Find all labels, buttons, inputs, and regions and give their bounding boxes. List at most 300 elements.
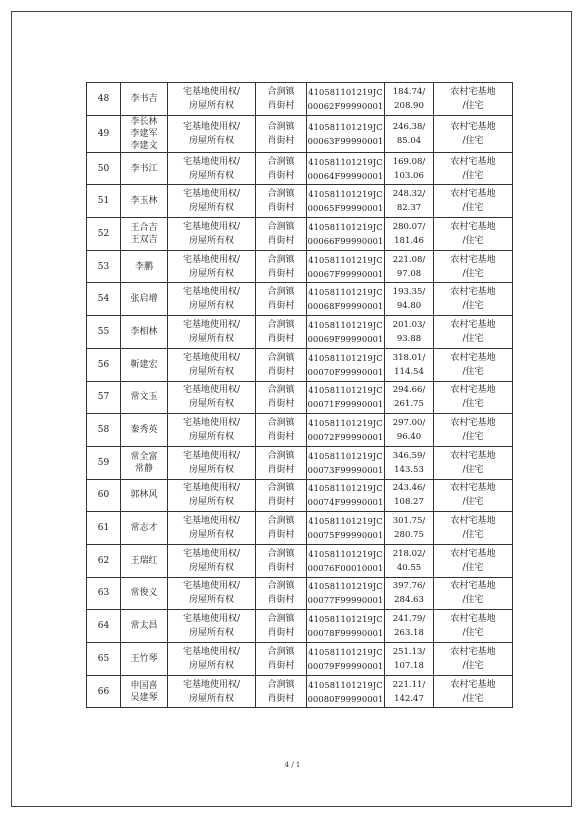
row-number-cell: 61 — [87, 512, 121, 545]
area-line: 169.08/ — [392, 156, 426, 167]
location-cell — [256, 414, 307, 447]
location-line: 合涧镇 — [267, 548, 295, 559]
right-type-line: 宅基地使用权/ — [182, 86, 241, 97]
owner-name-line: 李鹏 — [134, 261, 153, 272]
table-row — [87, 152, 513, 185]
parcel-code-cell — [307, 675, 385, 708]
owner-name-line: 李相林 — [130, 326, 158, 337]
land-use-line: 农村宅基地 — [450, 679, 496, 690]
land-use-line: /住宅 — [462, 135, 484, 146]
land-use-cell — [434, 185, 513, 218]
land-use-line: 农村宅基地 — [450, 254, 496, 265]
right-type-line: 宅基地使用权/ — [182, 450, 241, 461]
right-type-line: 宅基地使用权/ — [182, 581, 241, 592]
parcel-code-line: 410581101219JC — [308, 254, 383, 265]
location-cell — [256, 83, 307, 116]
owner-name-line: 李玉林 — [130, 196, 158, 207]
area-line: 251.13/ — [392, 646, 426, 657]
parcel-code-line: 00065F99990001 — [307, 203, 384, 214]
location-line: 肖街村 — [267, 235, 295, 246]
row-number-cell: 66 — [87, 675, 121, 708]
property-register-table — [86, 82, 513, 708]
parcel-code-line: 410581101219JC — [308, 679, 383, 690]
row-number-cell: 49 — [87, 115, 121, 152]
area-line: 114.54 — [394, 366, 424, 377]
location-cell — [256, 512, 307, 545]
right-type-line: 房屋所有权 — [188, 268, 234, 279]
owner-name-line: 王竹琴 — [130, 653, 158, 664]
right-type-line: 房屋所有权 — [188, 562, 234, 573]
location-cell — [256, 115, 307, 152]
location-cell — [256, 152, 307, 185]
parcel-code-line: 410581101219JC — [308, 548, 383, 559]
owner-name-cell — [121, 675, 168, 708]
right-type-line: 房屋所有权 — [188, 203, 234, 214]
area-line: 243.46/ — [392, 483, 426, 494]
location-line: 肖街村 — [267, 366, 295, 377]
location-line: 合涧镇 — [267, 679, 295, 690]
table-row — [87, 115, 513, 152]
parcel-code-cell — [307, 115, 385, 152]
land-use-line: /住宅 — [462, 399, 484, 410]
parcel-code-line: 410581101219JC — [308, 156, 383, 167]
parcel-code-cell — [307, 83, 385, 116]
owner-name-cell — [121, 115, 168, 152]
parcel-code-line: 410581101219JC — [308, 385, 383, 396]
right-type-cell — [168, 479, 256, 512]
location-cell — [256, 577, 307, 610]
area-cell — [385, 348, 434, 381]
owner-name-line: 王瑞红 — [130, 555, 158, 566]
parcel-code-cell — [307, 152, 385, 185]
area-line: 103.06 — [394, 170, 424, 181]
area-line: 248.32/ — [392, 189, 426, 200]
area-line: 318.01/ — [392, 352, 426, 363]
land-use-cell — [434, 544, 513, 577]
parcel-code-line: 410581101219JC — [308, 86, 383, 97]
right-type-line: 宅基地使用权/ — [182, 614, 241, 625]
owner-name-cell — [121, 152, 168, 185]
right-type-cell — [168, 115, 256, 152]
right-type-line: 宅基地使用权/ — [182, 646, 241, 657]
owner-name-cell — [121, 512, 168, 545]
owner-name-line: 李书吉 — [130, 93, 158, 104]
right-type-cell — [168, 283, 256, 316]
owner-name-cell — [121, 316, 168, 349]
parcel-code-cell — [307, 316, 385, 349]
area-line: 85.04 — [396, 135, 422, 146]
owner-name-line: 王合吉 — [130, 222, 158, 233]
location-line: 肖街村 — [267, 595, 295, 606]
location-line: 肖街村 — [267, 464, 295, 475]
parcel-code-line: 410581101219JC — [308, 221, 383, 232]
right-type-line: 宅基地使用权/ — [182, 548, 241, 559]
land-use-cell — [434, 348, 513, 381]
right-type-cell — [168, 610, 256, 643]
location-line: 肖街村 — [267, 170, 295, 181]
location-cell — [256, 643, 307, 676]
land-use-line: 农村宅基地 — [450, 450, 496, 461]
owner-name-line: 郭林风 — [130, 490, 158, 501]
location-line: 合涧镇 — [267, 121, 295, 132]
area-cell — [385, 152, 434, 185]
table-row — [87, 83, 513, 116]
owner-name-cell — [121, 610, 168, 643]
right-type-cell — [168, 185, 256, 218]
right-type-line: 房屋所有权 — [188, 693, 234, 704]
location-line: 合涧镇 — [267, 287, 295, 298]
parcel-code-line: 410581101219JC — [308, 418, 383, 429]
owner-name-line: 李长林 — [130, 116, 158, 127]
right-type-line: 房屋所有权 — [188, 464, 234, 475]
area-cell — [385, 675, 434, 708]
land-use-cell — [434, 610, 513, 643]
right-type-cell — [168, 414, 256, 447]
right-type-line: 房屋所有权 — [188, 170, 234, 181]
parcel-code-cell — [307, 512, 385, 545]
land-use-line: 农村宅基地 — [450, 352, 496, 363]
parcel-code-line: 00079F99990001 — [307, 660, 384, 671]
right-type-line: 宅基地使用权/ — [182, 319, 241, 330]
right-type-line: 房屋所有权 — [188, 100, 234, 111]
area-line: 201.03/ — [392, 319, 426, 330]
parcel-code-cell — [307, 348, 385, 381]
parcel-code-line: 00074F99990001 — [307, 497, 384, 508]
right-type-cell — [168, 675, 256, 708]
land-use-line: 农村宅基地 — [450, 418, 496, 429]
owner-name-line: 常志才 — [130, 523, 158, 534]
owner-name-line: 李建军 — [130, 128, 158, 139]
area-line: 82.37 — [396, 203, 422, 214]
right-type-line: 宅基地使用权/ — [182, 287, 241, 298]
right-type-line: 宅基地使用权/ — [182, 254, 241, 265]
land-use-cell — [434, 512, 513, 545]
location-cell — [256, 348, 307, 381]
table-row — [87, 381, 513, 414]
area-line: 40.55 — [396, 562, 422, 573]
location-line: 合涧镇 — [267, 385, 295, 396]
row-number-cell: 59 — [87, 446, 121, 479]
parcel-code-cell — [307, 643, 385, 676]
table-row — [87, 283, 513, 316]
parcel-code-line: 00070F99990001 — [307, 366, 384, 377]
right-type-line: 房屋所有权 — [188, 432, 234, 443]
owner-name-cell — [121, 283, 168, 316]
parcel-code-line: 410581101219JC — [308, 483, 383, 494]
area-cell — [385, 185, 434, 218]
location-line: 合涧镇 — [267, 516, 295, 527]
owner-name-cell — [121, 250, 168, 283]
area-cell — [385, 283, 434, 316]
area-line: 301.75/ — [392, 516, 426, 527]
parcel-code-line: 410581101219JC — [308, 189, 383, 200]
table-row — [87, 446, 513, 479]
parcel-code-cell — [307, 544, 385, 577]
page-number: 4 / 1 — [284, 761, 301, 769]
right-type-cell — [168, 218, 256, 251]
area-cell — [385, 381, 434, 414]
land-use-line: 农村宅基地 — [450, 156, 496, 167]
row-number-cell: 56 — [87, 348, 121, 381]
land-use-line: /住宅 — [462, 562, 484, 573]
land-use-line: /住宅 — [462, 628, 484, 639]
right-type-line: 房屋所有权 — [188, 366, 234, 377]
area-line: 218.02/ — [392, 548, 426, 559]
location-line: 肖街村 — [267, 135, 295, 146]
area-cell — [385, 414, 434, 447]
land-use-cell — [434, 83, 513, 116]
parcel-code-line: 00076F00010001 — [307, 562, 384, 573]
area-cell — [385, 577, 434, 610]
location-line: 肖街村 — [267, 693, 295, 704]
location-line: 肖街村 — [267, 530, 295, 541]
row-number-cell: 62 — [87, 544, 121, 577]
parcel-code-line: 410581101219JC — [308, 450, 383, 461]
right-type-line: 房屋所有权 — [188, 530, 234, 541]
location-line: 合涧镇 — [267, 221, 295, 232]
area-cell — [385, 83, 434, 116]
parcel-code-cell — [307, 283, 385, 316]
right-type-line: 宅基地使用权/ — [182, 516, 241, 527]
area-cell — [385, 316, 434, 349]
right-type-cell — [168, 348, 256, 381]
table-row — [87, 348, 513, 381]
owner-name-cell — [121, 577, 168, 610]
area-line: 263.18 — [394, 628, 424, 639]
right-type-cell — [168, 446, 256, 479]
area-cell — [385, 512, 434, 545]
row-number-cell: 53 — [87, 250, 121, 283]
parcel-code-line: 410581101219JC — [308, 581, 383, 592]
land-use-line: /住宅 — [462, 497, 484, 508]
area-cell — [385, 479, 434, 512]
location-line: 合涧镇 — [267, 156, 295, 167]
land-use-line: 农村宅基地 — [450, 86, 496, 97]
owner-name-line: 秦秀英 — [130, 425, 158, 436]
right-type-line: 房屋所有权 — [188, 333, 234, 344]
land-use-line: /住宅 — [462, 301, 484, 312]
parcel-code-cell — [307, 479, 385, 512]
land-use-line: 农村宅基地 — [450, 614, 496, 625]
location-cell — [256, 185, 307, 218]
right-type-cell — [168, 381, 256, 414]
parcel-code-line: 410581101219JC — [308, 319, 383, 330]
right-type-line: 房屋所有权 — [188, 235, 234, 246]
table-row — [87, 544, 513, 577]
owner-name-cell — [121, 643, 168, 676]
area-cell — [385, 643, 434, 676]
parcel-code-line: 00078F99990001 — [307, 628, 384, 639]
area-line: 193.35/ — [392, 287, 426, 298]
location-cell — [256, 479, 307, 512]
land-use-line: /住宅 — [462, 432, 484, 443]
location-line: 合涧镇 — [267, 86, 295, 97]
area-line: 280.75 — [394, 530, 424, 541]
area-line: 280.07/ — [392, 221, 426, 232]
parcel-code-line: 410581101219JC — [308, 352, 383, 363]
location-line: 肖街村 — [267, 268, 295, 279]
row-number-cell: 54 — [87, 283, 121, 316]
parcel-code-line: 00077F99990001 — [307, 595, 384, 606]
register-table-body — [87, 83, 513, 708]
area-line: 297.00/ — [392, 418, 426, 429]
land-use-line: 农村宅基地 — [450, 189, 496, 200]
owner-name-cell — [121, 218, 168, 251]
owner-name-line: 常静 — [134, 463, 153, 474]
right-type-cell — [168, 250, 256, 283]
right-type-line: 宅基地使用权/ — [182, 121, 241, 132]
land-use-cell — [434, 381, 513, 414]
land-use-line: /住宅 — [462, 693, 484, 704]
land-use-cell — [434, 250, 513, 283]
table-row — [87, 414, 513, 447]
location-line: 肖街村 — [267, 203, 295, 214]
location-line: 肖街村 — [267, 628, 295, 639]
area-line: 93.88 — [396, 333, 422, 344]
right-type-line: 宅基地使用权/ — [182, 418, 241, 429]
land-use-cell — [434, 446, 513, 479]
location-line: 肖街村 — [267, 100, 295, 111]
land-use-line: /住宅 — [462, 235, 484, 246]
location-line: 肖街村 — [267, 333, 295, 344]
location-cell — [256, 675, 307, 708]
land-use-line: 农村宅基地 — [450, 385, 496, 396]
right-type-line: 宅基地使用权/ — [182, 352, 241, 363]
location-line: 合涧镇 — [267, 450, 295, 461]
table-row — [87, 512, 513, 545]
parcel-code-line: 410581101219JC — [308, 646, 383, 657]
right-type-line: 房屋所有权 — [188, 660, 234, 671]
location-line: 肖街村 — [267, 301, 295, 312]
table-row — [87, 218, 513, 251]
right-type-line: 房屋所有权 — [188, 135, 234, 146]
parcel-code-line: 00064F99990001 — [307, 170, 384, 181]
parcel-code-line: 00066F99990001 — [307, 235, 384, 246]
land-use-line: 农村宅基地 — [450, 287, 496, 298]
row-number-cell: 52 — [87, 218, 121, 251]
land-use-line: 农村宅基地 — [450, 548, 496, 559]
location-line: 合涧镇 — [267, 581, 295, 592]
land-use-line: 农村宅基地 — [450, 121, 496, 132]
owner-name-cell — [121, 83, 168, 116]
row-number-cell: 65 — [87, 643, 121, 676]
location-line: 合涧镇 — [267, 418, 295, 429]
parcel-code-line: 410581101219JC — [308, 614, 383, 625]
parcel-code-line: 00062F99990001 — [307, 100, 384, 111]
table-row — [87, 577, 513, 610]
location-cell — [256, 381, 307, 414]
table-row — [87, 675, 513, 708]
table-row — [87, 250, 513, 283]
row-number-cell: 58 — [87, 414, 121, 447]
owner-name-line: 常俊义 — [130, 588, 158, 599]
area-line: 241.79/ — [392, 614, 426, 625]
land-use-line: 农村宅基地 — [450, 319, 496, 330]
area-line: 294.66/ — [392, 385, 426, 396]
table-row — [87, 185, 513, 218]
right-type-line: 房屋所有权 — [188, 399, 234, 410]
land-use-cell — [434, 643, 513, 676]
area-line: 108.27 — [394, 497, 424, 508]
right-type-line: 宅基地使用权/ — [182, 221, 241, 232]
row-number-cell: 48 — [87, 83, 121, 116]
owner-name-cell — [121, 381, 168, 414]
area-line: 208.90 — [394, 100, 424, 111]
area-line: 346.59/ — [392, 450, 426, 461]
right-type-cell — [168, 577, 256, 610]
parcel-code-line: 00075F99990001 — [307, 530, 384, 541]
owner-name-cell — [121, 185, 168, 218]
parcel-code-line: 00071F99990001 — [307, 399, 384, 410]
land-use-cell — [434, 414, 513, 447]
parcel-code-line: 00073F99990001 — [307, 464, 384, 475]
owner-name-cell — [121, 446, 168, 479]
parcel-code-line: 00063F99990001 — [307, 135, 384, 146]
area-line: 143.53 — [394, 464, 424, 475]
land-use-cell — [434, 577, 513, 610]
parcel-code-cell — [307, 610, 385, 643]
area-line: 181.46 — [394, 235, 424, 246]
right-type-line: 房屋所有权 — [188, 301, 234, 312]
area-line: 97.08 — [396, 268, 422, 279]
location-cell — [256, 316, 307, 349]
owner-name-line: 靳建宏 — [130, 359, 158, 370]
owner-name-line: 常文玉 — [130, 392, 158, 403]
right-type-line: 房屋所有权 — [188, 628, 234, 639]
land-use-line: 农村宅基地 — [450, 483, 496, 494]
land-use-line: /住宅 — [462, 660, 484, 671]
right-type-cell — [168, 83, 256, 116]
area-cell — [385, 218, 434, 251]
right-type-line: 房屋所有权 — [188, 595, 234, 606]
area-cell — [385, 610, 434, 643]
row-number-cell: 57 — [87, 381, 121, 414]
right-type-cell — [168, 316, 256, 349]
parcel-code-line: 00069F99990001 — [307, 333, 384, 344]
land-use-line: /住宅 — [462, 268, 484, 279]
location-cell — [256, 283, 307, 316]
land-use-cell — [434, 316, 513, 349]
right-type-cell — [168, 152, 256, 185]
row-number-cell: 50 — [87, 152, 121, 185]
location-line: 合涧镇 — [267, 646, 295, 657]
location-line: 肖街村 — [267, 660, 295, 671]
location-line: 合涧镇 — [267, 483, 295, 494]
area-line: 397.76/ — [392, 581, 426, 592]
table-row — [87, 479, 513, 512]
parcel-code-line: 00072F99990001 — [307, 432, 384, 443]
location-line: 合涧镇 — [267, 614, 295, 625]
land-use-line: /住宅 — [462, 464, 484, 475]
right-type-cell — [168, 512, 256, 545]
row-number-cell: 51 — [87, 185, 121, 218]
parcel-code-cell — [307, 185, 385, 218]
land-use-cell — [434, 152, 513, 185]
table-row — [87, 610, 513, 643]
parcel-code-cell — [307, 250, 385, 283]
area-line: 221.11/ — [392, 679, 426, 690]
right-type-line: 宅基地使用权/ — [182, 156, 241, 167]
land-use-cell — [434, 675, 513, 708]
row-number-cell: 55 — [87, 316, 121, 349]
land-use-line: /住宅 — [462, 366, 484, 377]
area-line: 221.08/ — [392, 254, 426, 265]
land-use-line: /住宅 — [462, 100, 484, 111]
owner-name-cell — [121, 544, 168, 577]
location-line: 肖街村 — [267, 497, 295, 508]
location-cell — [256, 446, 307, 479]
area-line: 94.80 — [396, 301, 422, 312]
